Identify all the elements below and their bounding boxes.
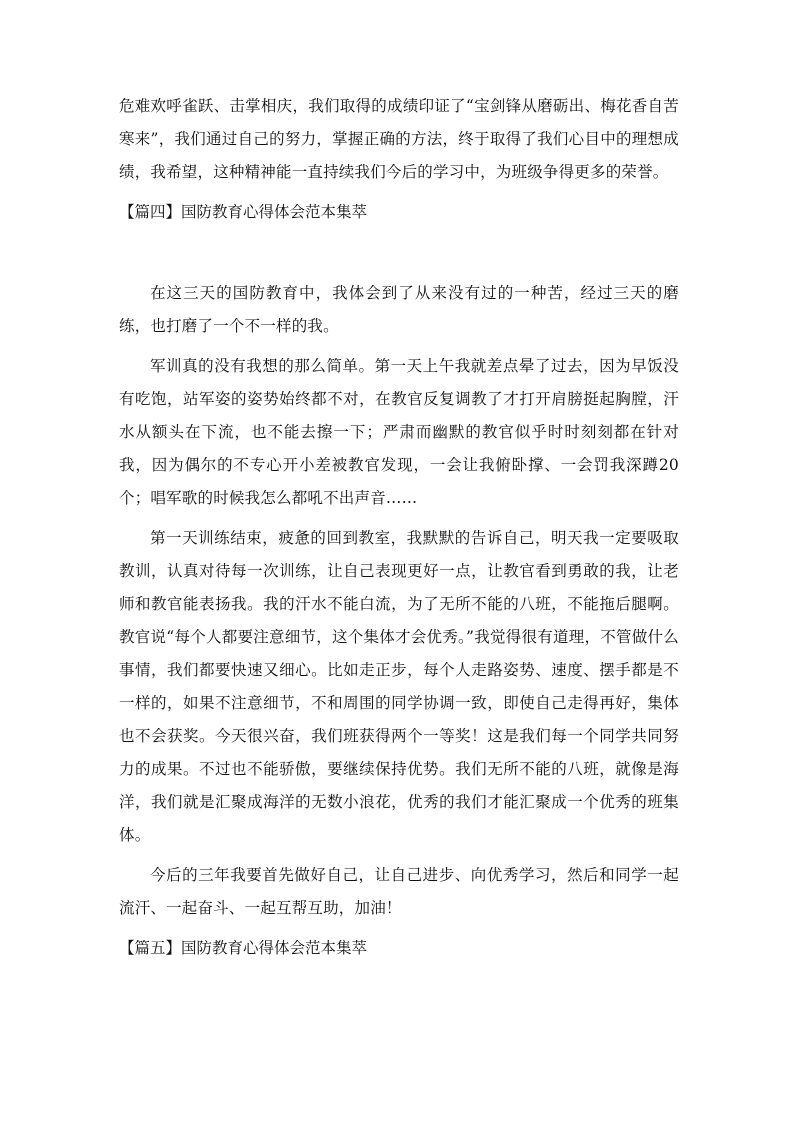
body-paragraph-1: 在这三天的国防教育中，我体会到了从来没有过的一种苦，经过三天的磨练，也打磨了一个不一样的我。 xyxy=(119,284,679,335)
spacer xyxy=(119,515,679,522)
spacer xyxy=(119,852,679,859)
continuation-paragraph: 危难欢呼雀跃、击掌相庆，我们取得的成绩印证了“宝剑锋从磨砺出、梅花香自苦寒来”，我们通过自己的努力，掌握正确的方法，终于取得了我们心目中的理想成绩，我希望，这种精神能一直持续我们今后的学习中，为班级争得更多的荣誉。 xyxy=(119,97,679,181)
spacer xyxy=(119,189,679,196)
document-page xyxy=(119,90,679,965)
body-paragraph-4: 今后的三年我要首先做好自己，让自己进步、向优秀学习，然后和同学一起流汗、一起奋斗、一起互帮互助，加油！ xyxy=(119,866,679,917)
body-paragraph-2: 军训真的没有我想的那么简单。第一天上午我就差点晕了过去，因为早饭没有吃饱，站军姿的姿势始终都不对，在教官反复调教了才打开肩膀挺起胸膛，汗水从额头在下流，也不能去擦一下；严肃而幽默的教官似乎时时刻刻都在针对我，因为偶尔的不专心开小差被教官发现，一会让我俯卧撑、一会罚我深蹲20个；唱军歌的时候我怎么都吼不出声音…… xyxy=(119,357,679,507)
section-heading-4: 【篇四】国防教育心得体会范本集萃 xyxy=(119,203,368,221)
spacer xyxy=(119,229,679,277)
spacer xyxy=(119,925,679,932)
section-heading-5: 【篇五】国防教育心得体会范本集萃 xyxy=(119,939,368,957)
body-paragraph-3: 第一天训练结束，疲惫的回到教室，我默默的告诉自己，明天我一定要吸取教训，认真对待每一次训练，让自己表现更好一点，让教官看到勇敢的我，让老师和教官能表扬我。我的汗水不能白流，为了无所不能的八班，不能拖后腿啊。教官说“每个人都要注意细节，这个集体才会优秀。”我觉得很有道理，不管做什么事情，我们都要快速又细心。比如走正步，每个人走路姿势、速度、摆手都是不一样的，如果不注意细节，不和周围的同学协调一致，即使自己走得再好，集体也不会获奖。今天很兴奋，我们班获得两个一等奖！这是我们每一个同学共同努力的成果。不过也不能骄傲，要继续保持优势。我们无所不能的八班，就像是海洋，我们就是汇聚成海洋的无数小浪花，优秀的我们才能汇聚成一个优秀的班集体。 xyxy=(119,529,679,844)
spacer xyxy=(119,343,679,350)
